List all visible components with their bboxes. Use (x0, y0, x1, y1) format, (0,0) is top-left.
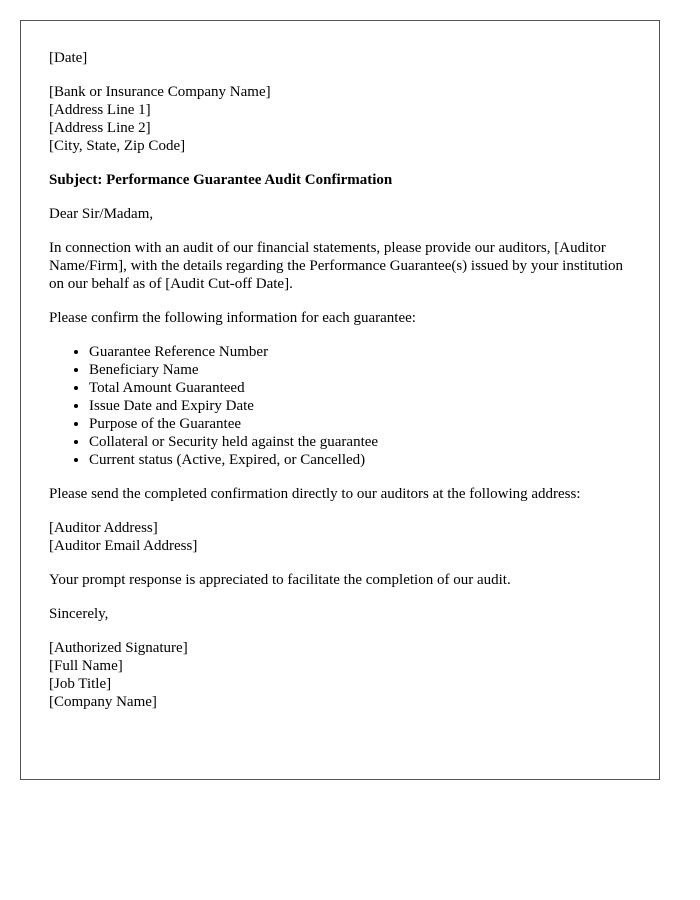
letter-page (20, 20, 660, 780)
request-paragraph: Please confirm the following information for each guarantee: (49, 310, 416, 326)
confirmation-items-list (49, 343, 631, 469)
send-paragraph: Please send the completed confirmation directly to our auditors at the following address: (49, 486, 581, 502)
auditor-email: [Auditor Email Address] (49, 538, 198, 554)
list-item: • Issue Date and Expiry Date (89, 397, 631, 415)
intro-paragraph: In connection with an audit of our financial statements, please provide our auditors, [Auditor Name/Firm], with the details regarding the Performance Guarantee(s) issued by your institution on our behalf as of [Audit Cut-off Date]. (49, 240, 624, 292)
list-item: • Beneficiary Name (89, 361, 631, 379)
recipient-name: [Bank or Insurance Company Name] (49, 84, 271, 100)
letter-subject: Subject: Performance Guarantee Audit Confirmation (49, 172, 393, 188)
list-item: • Purpose of the Guarantee (89, 415, 631, 433)
recipient-block (49, 83, 631, 155)
authorized-signature: [Authorized Signature] (49, 640, 188, 656)
letter-date: [Date] (49, 50, 88, 66)
list-item: • Collateral or Security held against the guarantee (89, 433, 631, 451)
recipient-city-state-zip: [City, State, Zip Code] (49, 138, 186, 154)
signer-company-name: [Company Name] (49, 694, 157, 710)
auditor-address: [Auditor Address] (49, 520, 158, 536)
signer-job-title: [Job Title] (49, 676, 112, 692)
recipient-address-line-1: [Address Line 1] (49, 102, 151, 118)
list-item: • Total Amount Guaranteed (89, 379, 631, 397)
auditor-block (49, 519, 631, 555)
list-item: • Guarantee Reference Number (89, 343, 631, 361)
recipient-address-line-2: [Address Line 2] (49, 120, 151, 136)
sign-off: Sincerely, (49, 606, 109, 622)
salutation: Dear Sir/Madam, (49, 206, 154, 222)
signer-full-name: [Full Name] (49, 658, 123, 674)
signature-block (49, 639, 631, 711)
list-item: • Current status (Active, Expired, or Cancelled) (89, 451, 631, 469)
closing-paragraph: Your prompt response is appreciated to facilitate the completion of our audit. (49, 572, 511, 588)
